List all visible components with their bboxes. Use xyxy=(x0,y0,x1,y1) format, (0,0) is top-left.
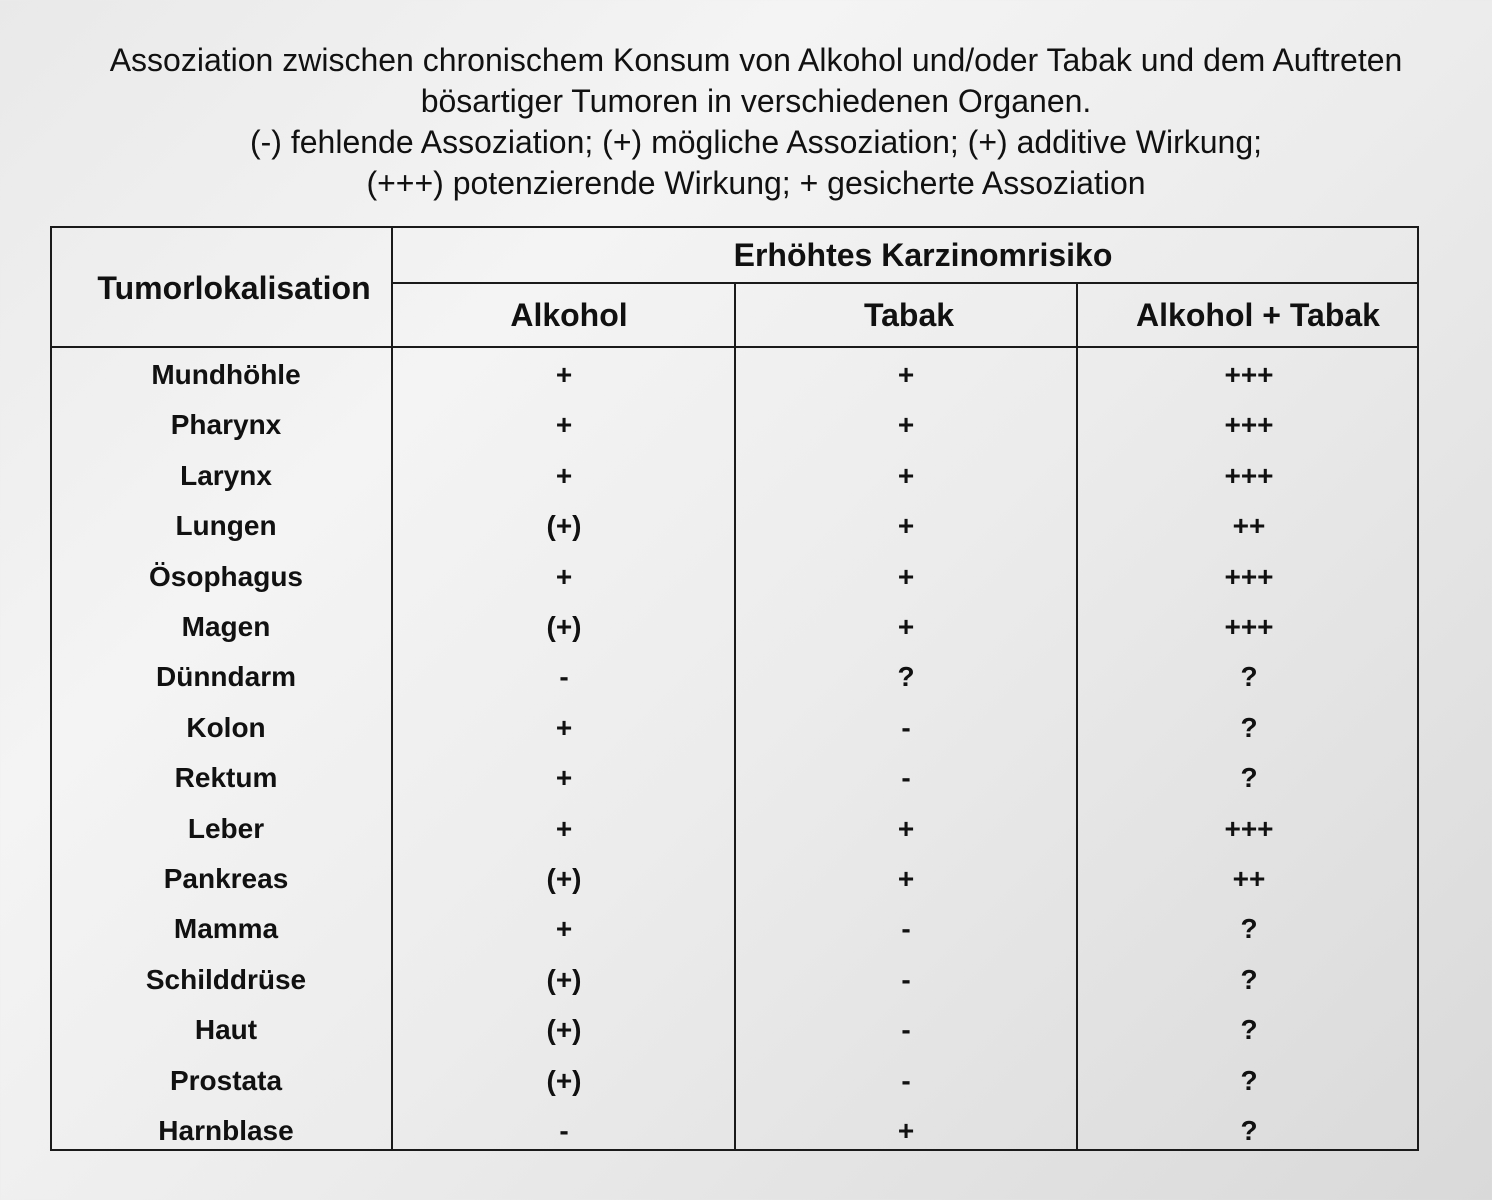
cell-beides: ++ xyxy=(1232,863,1266,894)
header-tumorlokalisation: Tumorlokalisation xyxy=(97,270,371,306)
cell-organ: Ösophagus xyxy=(148,560,304,592)
cell-tabak: - xyxy=(901,913,911,945)
cell-beides: ? xyxy=(1240,963,1258,995)
cell-tabak: + xyxy=(897,560,915,592)
cell-beides: +++ xyxy=(1224,459,1274,491)
divider-tabak-column xyxy=(1076,283,1078,1149)
cell-tabak: + xyxy=(897,1115,915,1146)
cell-beides: ? xyxy=(1240,1064,1258,1096)
cell-alkohol: (+) xyxy=(546,611,582,642)
cell-organ: Leber xyxy=(187,812,265,844)
cell-alkohol: (+) xyxy=(546,1064,582,1096)
caption-line-4: (+++) potenzierende Wirkung; + gesicherte Assoziation xyxy=(366,165,1146,201)
cell-organ: Rektum xyxy=(174,762,278,794)
cell-tabak: - xyxy=(901,1014,911,1046)
header-alkohol-tabak: Alkohol + Tabak xyxy=(1136,297,1380,333)
cell-beides: ? xyxy=(1240,711,1258,743)
cell-alkohol: + xyxy=(555,459,573,491)
cell-organ: Lungen xyxy=(175,510,277,542)
cell-tabak: - xyxy=(901,1064,911,1096)
cell-beides: ? xyxy=(1240,913,1258,945)
divider-group-header xyxy=(392,282,1417,284)
cell-beides: ? xyxy=(1240,762,1258,794)
cell-tabak: - xyxy=(901,711,911,743)
cell-tabak: - xyxy=(901,762,911,794)
cell-alkohol: - xyxy=(559,1115,569,1146)
risk-table xyxy=(50,226,1419,1151)
cell-tabak: + xyxy=(897,459,915,491)
header-alkohol: Alkohol xyxy=(510,297,628,333)
table-caption xyxy=(0,40,1492,204)
cell-alkohol: + xyxy=(555,560,573,592)
cell-organ: Pharynx xyxy=(170,409,282,441)
divider-organ-column xyxy=(391,228,393,1149)
divider-alkohol-column xyxy=(734,283,736,1149)
cell-organ: Magen xyxy=(181,611,271,642)
cell-organ: Mamma xyxy=(173,913,279,945)
cell-beides: +++ xyxy=(1224,359,1274,390)
cell-tabak: + xyxy=(897,510,915,542)
caption-line-1: Assoziation zwischen chronischem Konsum von Alkohol und/oder Tabak und dem Auftreten xyxy=(109,42,1403,78)
cell-organ: Kolon xyxy=(186,711,266,743)
cell-organ: Mundhöhle xyxy=(151,359,301,390)
cell-alkohol: (+) xyxy=(546,1014,582,1046)
cell-alkohol: (+) xyxy=(546,863,582,894)
cell-alkohol: + xyxy=(555,359,573,390)
divider-header-body xyxy=(52,346,1417,348)
cell-organ: Haut xyxy=(194,1014,258,1046)
cell-alkohol: + xyxy=(555,711,573,743)
cell-organ: Pankreas xyxy=(163,863,289,894)
cell-alkohol: + xyxy=(555,409,573,441)
cell-tabak: + xyxy=(897,812,915,844)
cell-beides: +++ xyxy=(1224,560,1274,592)
cell-alkohol: (+) xyxy=(546,963,582,995)
cell-organ: Prostata xyxy=(169,1064,283,1096)
cell-tabak: + xyxy=(897,611,915,642)
cell-alkohol: - xyxy=(559,661,569,693)
cell-tabak: - xyxy=(901,963,911,995)
cell-organ: Harnblase xyxy=(158,1115,294,1146)
cell-beides: ++ xyxy=(1232,510,1266,542)
caption-line-2: bösartiger Tumoren in verschiedenen Organen. xyxy=(420,83,1092,119)
cell-beides: ? xyxy=(1240,1115,1258,1146)
cell-beides: +++ xyxy=(1224,812,1274,844)
cell-alkohol: (+) xyxy=(546,510,582,542)
cell-organ: Larynx xyxy=(180,459,272,491)
cell-alkohol: + xyxy=(555,762,573,794)
cell-alkohol: + xyxy=(555,913,573,945)
caption-line-3: (-) fehlende Assoziation; (+) mögliche Assoziation; (+) additive Wirkung; xyxy=(249,124,1262,160)
cell-tabak: + xyxy=(897,359,915,390)
cell-beides: +++ xyxy=(1224,409,1274,441)
cell-tabak: + xyxy=(897,863,915,894)
cell-alkohol: + xyxy=(555,812,573,844)
cell-tabak: ? xyxy=(897,661,915,693)
header-tabak: Tabak xyxy=(863,297,955,333)
header-erhoehtes-karzinomrisiko: Erhöhtes Karzinomrisiko xyxy=(733,237,1113,273)
cell-beides: +++ xyxy=(1224,611,1274,642)
cell-tabak: + xyxy=(897,409,915,441)
cell-beides: ? xyxy=(1240,1014,1258,1046)
cell-organ: Dünndarm xyxy=(156,661,296,693)
cell-beides: ? xyxy=(1240,661,1258,693)
cell-organ: Schilddrüse xyxy=(145,963,307,995)
